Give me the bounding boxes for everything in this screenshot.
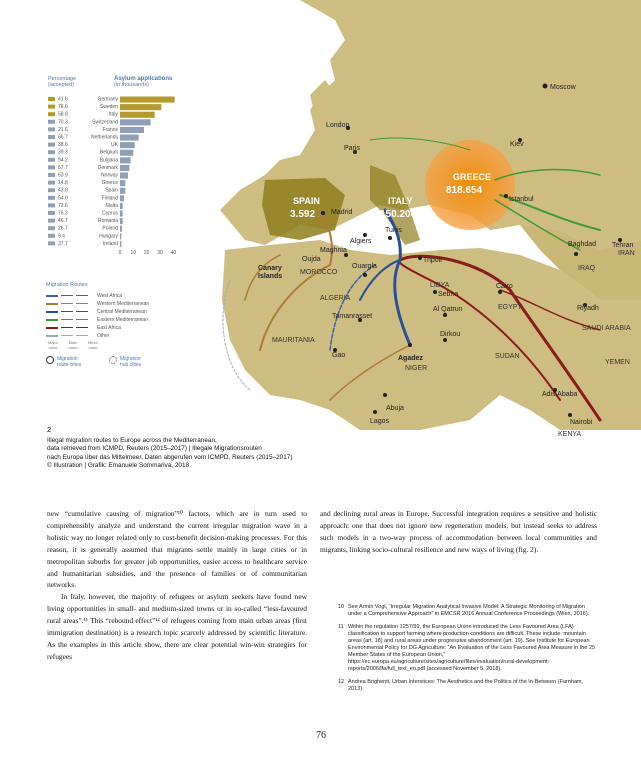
chart-percentage-swatch (48, 105, 55, 109)
region-label: MOROCCO (300, 269, 338, 276)
chart-bar (120, 211, 123, 217)
legend-route-label: Central Mediterranean (97, 309, 147, 315)
chart-bar (120, 188, 125, 194)
chart-percentage-swatch (48, 150, 55, 154)
chart-percentage-label: 67.7 (58, 164, 68, 171)
chart-bar (120, 241, 121, 247)
chart-category-label: Italy (108, 111, 118, 118)
chart-bar (120, 142, 135, 148)
city-label: Tripoli (423, 257, 442, 264)
chart-bar (120, 218, 123, 224)
body-paragraph: new “cumulative causing of migration”¹⁰ factors, which are in turn used to comprehensibly analyze and understand the current irregular migration wave in a holistic way no longer related only to cost-benefit decision-making processes. For this reason, it is generally assumed that migrants settle mainly in large cities or in metropolitan suburbs for greater job opportunities, easier access to healthcare service and humanitarian subsidies, and the presence of families or of communitarian networks. (47, 509, 307, 590)
chart-category-label: Belgium (99, 149, 118, 156)
chart-x-axis (119, 250, 177, 256)
chart-category-label: Sweden (99, 104, 118, 111)
legend-scale (46, 341, 196, 350)
region-label: KENYA (558, 431, 582, 438)
region-label: EGYPT (498, 304, 522, 311)
legend-route-row (46, 292, 196, 300)
chart-percentage-label: 21.6 (58, 126, 68, 133)
chart-percentage-swatch (48, 173, 55, 177)
chart-percentage-swatch (48, 120, 55, 124)
chart-percentage-label: 39.3 (58, 149, 68, 156)
callout-value: 3.592 (290, 209, 316, 220)
footnotes (338, 604, 600, 699)
chart-percentage-label: 76.6 (58, 104, 68, 111)
legend-route-row (46, 308, 196, 316)
route-line-icon (46, 335, 94, 337)
chart-percentage-swatch (48, 241, 55, 245)
legend-route-label: Eastern Mediterranean (97, 317, 148, 323)
footnote-number: 10 (338, 604, 345, 610)
chart-bar (120, 135, 139, 141)
region-label: NIGER (405, 365, 428, 372)
legend-scale-label: Major route (47, 340, 58, 350)
legend-node-label: Migration hub cities (120, 356, 142, 368)
chart-percentage-swatch (48, 211, 55, 215)
city-label: Kiev (510, 141, 524, 148)
footnote-text: Within the regulation 1257/99, the European Union introduced the Less Favoured Area (LFA) classification to support farming where production conditions are difficult. These include: mountain areas (art. 18) and rural areas under progressive abandonment (art. 19). See Institute for European Environmental Policy for DG Agriculture: “An Evaluation of the Less Favoured Area Measure in the 25 Member States of the European Union,” https://ec.europa.eu/agriculture/sites/agriculture/files/evaluation/rural-development-reports/2006/lfa/full_text_en.pdf (accessed November 5, 2018). (348, 624, 596, 672)
chart-percentage-label: 70.3 (58, 119, 68, 126)
city-label: Madrid (331, 209, 353, 216)
route-line-icon (46, 295, 94, 297)
chart-percentage-swatch (48, 203, 55, 207)
chart-percentage-label: 38.6 (58, 142, 68, 149)
callout-country: GREECE (453, 172, 492, 182)
chart-percentage-swatch (48, 97, 55, 101)
figure-number: 2 (47, 425, 52, 434)
legend-route-label: West Africa (97, 293, 123, 299)
chart-bar (120, 233, 121, 239)
city-label: Oujda (302, 256, 321, 263)
caption-text: Illegal migration routes to Europe across the Mediterranean, data retrieved from ICMPD, Reuters (2015–2017) | Illegale Migrationsrouten nach Europa über das Mittelmeer, Daten abgerufen vom ICMPD, Reuters (2015–2017) © Illustration | Grafik: Emanuele Sommariva, 2018 (47, 437, 293, 469)
chart-header-sub: (in thousands) (114, 82, 149, 88)
chart-bar (120, 112, 155, 118)
chart-percentage-swatch (48, 219, 55, 223)
route-line-icon (46, 319, 94, 321)
city-label: Moscow (550, 84, 576, 91)
region-label: SUDAN (495, 353, 520, 360)
chart-bar (120, 157, 131, 163)
city-label: Al Qatrun (433, 306, 463, 313)
city-label: Lagos (370, 418, 390, 425)
chart-bar (120, 195, 124, 201)
legend-route-label: Other (97, 333, 110, 339)
chart-x-tick-label: 20 (143, 250, 150, 256)
chart-x-tick-label: 0 (118, 250, 122, 256)
chart-x-tick-label: 10 (130, 250, 137, 256)
city-label: Ouargla (352, 263, 377, 270)
route-line-icon (46, 311, 94, 313)
legend-route-row (46, 300, 196, 308)
city-label: Maghnia (320, 247, 347, 254)
chart-percentage-label: 14.8 (58, 180, 68, 187)
chart-percentage-label: 76.2 (58, 210, 68, 217)
city-label: Paris (344, 145, 360, 152)
chart-percentage-label: 26.7 (58, 225, 68, 232)
chart-bar (120, 165, 129, 171)
region-label: YEMEN (605, 359, 630, 366)
footnote-number: 12 (338, 679, 345, 685)
legend-routes (46, 292, 196, 340)
chart-bar (120, 119, 151, 125)
asylum-chart-svg (46, 74, 186, 264)
chart-percentage-label: 37.7 (58, 240, 68, 247)
legend-hub-cities (109, 356, 160, 368)
chart-bar (120, 203, 123, 209)
footnote (338, 679, 600, 693)
city-label: Algiers (350, 238, 372, 245)
map-legend (46, 282, 196, 368)
footnote-number: 11 (338, 624, 344, 630)
chart-x-tick-label: 40 (170, 250, 177, 256)
chart-percentage-swatch (48, 196, 55, 200)
chart-bar (120, 97, 175, 103)
chart-percentage-swatch (48, 143, 55, 147)
chart-category-label: Switzerland (92, 119, 118, 126)
legend-route-cities (46, 356, 97, 368)
chart-percentage-label: 66.7 (58, 134, 68, 141)
city-label: London (326, 122, 350, 129)
chart-category-label: Denmark (97, 164, 118, 171)
callout-country: SPAIN (293, 196, 320, 206)
chart-category-label: Poland (102, 225, 118, 232)
footnote (338, 604, 600, 618)
chart-percentage-label: 63.9 (58, 172, 68, 179)
chart-percentage-label: 72.6 (58, 202, 68, 209)
body-column-right (320, 508, 597, 556)
chart-category-label: Hungary (99, 233, 118, 240)
chart-percentage-swatch (48, 234, 55, 238)
chart-percentage-label: 41.6 (58, 96, 68, 103)
route-line-icon (46, 303, 94, 305)
chart-bar (120, 226, 122, 232)
body-paragraph: In Italy, however, the majority of refugees or asylum seekers have found new living opportunities in small- and medium-sized towns or in so-called “less-favoured rural areas”.¹¹ This “rebound effect”¹² of refugees coming from main urban areas (first immigration destination) is a research topic scarcely addressed by scientific literature. As the examples in this article show, there are clear potential win-win strategies for refugees (47, 592, 307, 661)
legend-route-label: East Africa (97, 325, 121, 331)
chart-percentage-label: 46.7 (58, 218, 68, 225)
city-label: Agadez (398, 355, 423, 362)
chart-category-label: Bulgaria (99, 157, 118, 164)
footnote-text: Andrea Brighenti, Urban Interstices: The Aesthetics and the Politics of the In-Between (Farnham, 2013). (348, 679, 583, 692)
footnote-text: See Armin Vogl, “Irregular Migration Analytical Invasive Model: A Strategic Monitoring of Migration under a Comprehensive Approach” in EMCSR 2016 Annual Conference Proceedings (Wien, 2016). (348, 604, 590, 617)
chart-category-label: Norway (101, 172, 118, 179)
city-label: Nairobi (570, 419, 593, 426)
chart-category-label: France (102, 126, 118, 133)
legend-route-row (46, 316, 196, 324)
callout-country: ITALY (388, 196, 413, 206)
region-label: SAUDI ARABIA (582, 325, 631, 332)
city-label: Tehran (612, 242, 634, 249)
figure-caption (47, 426, 377, 470)
route-line-icon (46, 327, 94, 329)
city-label: Abuja (386, 405, 404, 412)
canary-islands-label: Canary Islands (258, 265, 283, 280)
legend-node-label: Migration route cities (57, 356, 82, 368)
chart-category-label: Cyprus (102, 210, 118, 217)
region-label: LIBYA (430, 282, 450, 289)
chart-category-label: Germany (97, 96, 118, 103)
legend-scale-label: Main route (68, 340, 78, 350)
footnote (338, 624, 600, 673)
legend-nodes (46, 356, 196, 368)
city-label: Istanbul (509, 196, 534, 203)
chart-percentage-swatch (48, 165, 55, 169)
chart-bar (120, 104, 161, 110)
chart-category-label: Malta (105, 202, 118, 209)
chart-bar (120, 150, 133, 156)
page-number: 76 (316, 730, 326, 741)
chart-bar (120, 127, 144, 133)
chart-percentage-label: 9.4 (58, 233, 65, 240)
callout-value: 818.654 (446, 185, 483, 196)
city-label: Sebha (438, 291, 459, 298)
region-label: ALGERIA (320, 295, 351, 302)
legend-route-row (46, 324, 196, 332)
chart-category-label: Spain (105, 187, 118, 194)
chart-rows (48, 97, 175, 248)
chart-category-label: UK (111, 142, 118, 149)
city-label: Gao (332, 352, 346, 359)
asylum-chart (46, 74, 186, 264)
chart-x-tick-label: 30 (157, 250, 163, 256)
chart-header-left: Percentage (accepted) (48, 76, 77, 88)
city-label: Tamanrasset (332, 313, 373, 320)
city-label: Cairo (496, 283, 513, 290)
chart-percentage-swatch (48, 135, 55, 139)
legend-title: Migration Routes (46, 282, 88, 288)
chart-percentage-label: 43.8 (58, 187, 68, 194)
chart-percentage-label: 54.0 (58, 195, 68, 202)
chart-percentage-swatch (48, 181, 55, 185)
chart-category-label: Greece (101, 180, 118, 187)
chart-percentage-swatch (48, 112, 55, 116)
city-label: Riyadh (577, 305, 599, 312)
city-label: Tunis (385, 227, 402, 234)
body-column-left (47, 508, 307, 663)
legend-route-row (46, 332, 196, 340)
legend-route-label: Western Mediterranean (97, 301, 150, 307)
chart-bar (120, 173, 128, 179)
hub-city-marker-icon (109, 356, 117, 364)
body-paragraph: and declining rural areas in Europe. Successful integration requires a sensitive and holistic approach: one that does not ignore new regeneration models, but instead seeks to address such models in a two-way process of accommodation between local communities and migrants, linking socio-cultural resilience and new ways of living (fig. 2). (320, 509, 597, 554)
region-label: IRAQ (578, 265, 596, 272)
chart-percentage-label: 94.2 (58, 157, 68, 164)
city-label: Dirkou (440, 331, 461, 338)
legend-scale-label: Minor route (87, 340, 98, 350)
region-label: IRAN (618, 250, 635, 257)
chart-header-right: Asylum applications (114, 76, 173, 82)
chart-bar (120, 180, 125, 186)
region-label: MAURITANIA (272, 337, 315, 344)
route-city-marker-icon (46, 356, 54, 364)
chart-percentage-swatch (48, 226, 55, 230)
chart-percentage-swatch (48, 158, 55, 162)
chart-category-label: Romania (97, 218, 118, 225)
callout-value: 150.200 (380, 209, 417, 220)
chart-category-label: Ireland (102, 240, 118, 247)
city-label: Baghdad (568, 241, 597, 248)
chart-percentage-swatch (48, 188, 55, 192)
chart-percentage-swatch (48, 127, 55, 131)
chart-category-label: Netherlands (91, 134, 118, 141)
chart-category-label: Finland (101, 195, 118, 202)
city-label: Adis Ababa (542, 391, 578, 398)
chart-percentage-label: 58.8 (58, 111, 68, 118)
